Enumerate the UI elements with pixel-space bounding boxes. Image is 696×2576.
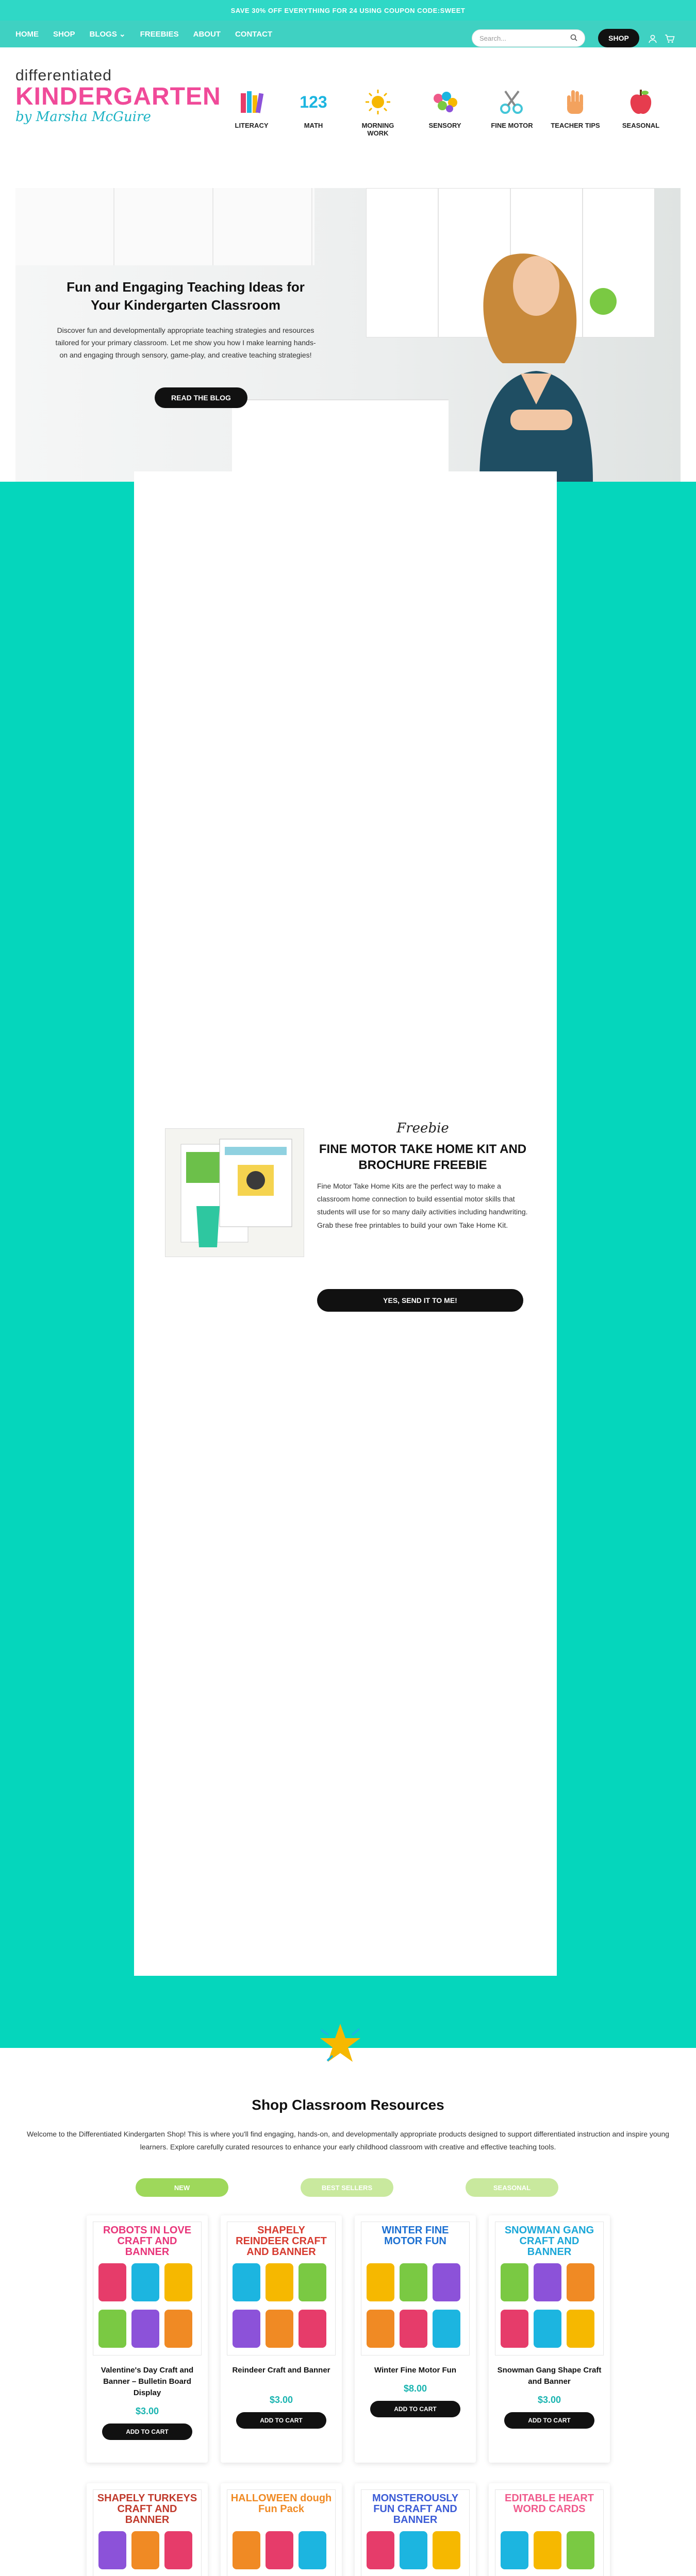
product-card[interactable] — [87, 2483, 208, 2576]
craft-figure — [534, 2531, 561, 2569]
category-literacy[interactable] — [227, 88, 276, 129]
nav-about[interactable]: ABOUT — [193, 29, 221, 39]
craft-figure — [266, 2263, 293, 2301]
announcement-bar — [0, 0, 696, 21]
category-label: MATH — [304, 122, 323, 129]
scissors-icon — [498, 88, 526, 116]
product-card[interactable] — [355, 2483, 476, 2576]
craft-figure — [299, 2310, 326, 2348]
craft-figure — [367, 2263, 394, 2301]
nav-home[interactable]: HOME — [15, 29, 39, 39]
freebie-title: FINE MOTOR TAKE HOME KIT AND BROCHURE FREEBIE — [319, 1142, 527, 1173]
craft-figure — [501, 2263, 528, 2301]
craft-figure — [400, 2263, 427, 2301]
category-label: SENSORY — [428, 122, 461, 129]
craft-figure — [400, 2310, 427, 2348]
product-price: $8.00 — [403, 2383, 427, 2394]
craft-figure — [433, 2531, 460, 2569]
flower-icon — [430, 88, 459, 116]
product-image[interactable] — [495, 2222, 604, 2355]
product-image[interactable] — [495, 2489, 604, 2576]
craft-figure — [567, 2310, 594, 2348]
product-illustration — [367, 2258, 464, 2350]
announcement-text: SAVE 30% OFF EVERYTHING FOR 24 USING COUPON CODE: — [230, 6, 440, 14]
product-image[interactable] — [93, 2489, 202, 2576]
freebie-signup-button[interactable]: YES, SEND IT TO ME! — [317, 1289, 523, 1312]
shop-description: Welcome to the Differentiated Kindergarten Shop! This is where you'll find engaging, hands-on, and developmentally appropriate products designed to support differentiated instruction and inspire young learners. Explore carefully curated resources to enhance your early childhood classroom with creative and effective teaching tools. — [26, 2130, 670, 2151]
category-math[interactable] — [289, 88, 338, 129]
tab-best-sellers[interactable]: BEST SELLERS — [301, 2178, 393, 2197]
books-icon — [237, 88, 266, 116]
product-name[interactable]: Winter Fine Motor Fun — [374, 2366, 456, 2375]
shop-button[interactable]: SHOP — [598, 29, 639, 47]
craft-figure — [131, 2310, 159, 2348]
craft-figure — [567, 2263, 594, 2301]
user-icon[interactable] — [647, 33, 658, 44]
search-placeholder: Search... — [479, 34, 507, 42]
craft-figure — [534, 2310, 561, 2348]
craft-figure — [567, 2531, 594, 2569]
tab-new[interactable]: NEW — [136, 2178, 228, 2197]
craft-figure — [98, 2531, 126, 2569]
craft-figure — [233, 2310, 260, 2348]
add-to-cart-button[interactable]: ADD TO CART — [504, 2412, 594, 2429]
product-cover-title: EDITABLE HEART WORD CARDS — [505, 2493, 594, 2515]
product-name[interactable]: Valentine's Day Craft and Banner – Bulletin Board Display — [101, 2366, 194, 2397]
product-illustration — [98, 2258, 196, 2350]
product-illustration — [501, 2526, 598, 2576]
category-teacher-tips[interactable] — [551, 88, 600, 129]
numbers-icon: 123 — [300, 92, 327, 111]
product-price: $3.00 — [135, 2406, 159, 2416]
craft-figure — [400, 2531, 427, 2569]
logo-line-1: differentiated — [15, 67, 112, 84]
product-cover-title: HALLOWEEN dough Fun Pack — [230, 2493, 332, 2515]
category-label: MORNING WORK — [361, 122, 394, 137]
craft-figure — [164, 2263, 192, 2301]
craft-figure — [164, 2310, 192, 2348]
hero-description: Discover fun and developmentally appropriate teaching strategies and resources tailored for your primary classroom. Let me show you how I make learning hands-on and engaging through sensory, game-play, and creative teaching strategies! — [55, 326, 316, 359]
hero-desk — [232, 399, 449, 482]
product-illustration — [233, 2258, 330, 2350]
product-card[interactable] — [489, 2483, 610, 2576]
main-nav — [0, 21, 696, 47]
craft-figure — [433, 2263, 460, 2301]
craft-figure — [299, 2531, 326, 2569]
category-label: FINE MOTOR — [491, 122, 533, 129]
product-illustration — [233, 2526, 330, 2576]
product-image[interactable] — [361, 2222, 470, 2355]
tab-seasonal[interactable]: SEASONAL — [466, 2178, 558, 2197]
nav-contact[interactable]: CONTACT — [235, 29, 273, 39]
product-image[interactable] — [227, 2222, 336, 2355]
read-blog-button[interactable]: READ THE BLOG — [155, 387, 247, 408]
product-cover-title: SHAPELY TURKEYS CRAFT AND BANNER — [97, 2493, 197, 2526]
product-card[interactable] — [221, 2483, 342, 2576]
craft-figure — [266, 2531, 293, 2569]
category-label: LITERACY — [235, 122, 269, 129]
add-to-cart-button[interactable]: ADD TO CART — [102, 2424, 192, 2440]
add-to-cart-button[interactable]: ADD TO CART — [236, 2412, 326, 2429]
hero-title: Fun and Engaging Teaching Ideas for Your Kindergarten Classroom — [67, 279, 305, 313]
craft-figure — [501, 2531, 528, 2569]
product-card[interactable] — [221, 2215, 342, 2463]
nav-freebies[interactable]: FREEBIES — [140, 29, 179, 39]
category-fine-motor[interactable] — [487, 88, 537, 129]
product-illustration — [98, 2526, 196, 2576]
freebie-kicker: Freebie — [396, 1121, 449, 1136]
product-cover-title: ROBOTS IN LOVE CRAFT AND BANNER — [103, 2225, 192, 2258]
category-label: SEASONAL — [622, 122, 660, 129]
craft-figure — [98, 2263, 126, 2301]
craft-figure — [266, 2310, 293, 2348]
nav-shop[interactable]: SHOP — [53, 29, 75, 39]
category-sensory[interactable] — [420, 88, 470, 129]
category-label: TEACHER TIPS — [551, 122, 600, 129]
logo-line-3: by Marsha McGuire — [15, 109, 151, 125]
product-price: $3.00 — [537, 2395, 561, 2405]
hero-background-shelf — [15, 188, 314, 265]
product-card[interactable] — [87, 2215, 208, 2463]
craft-figure — [299, 2263, 326, 2301]
star-icon — [317, 2020, 363, 2066]
product-illustration — [501, 2258, 598, 2350]
craft-figure — [131, 2263, 159, 2301]
product-image[interactable] — [361, 2489, 470, 2576]
shop-title: Shop Classroom Resources — [252, 2097, 444, 2113]
site-logo[interactable] — [15, 67, 221, 134]
search-input[interactable] — [472, 29, 585, 47]
craft-figure — [367, 2310, 394, 2348]
category-seasonal[interactable] — [616, 88, 666, 129]
product-image[interactable] — [93, 2222, 202, 2355]
product-cover-title: SNOWMAN GANG CRAFT AND BANNER — [504, 2225, 594, 2258]
craft-figure — [233, 2263, 260, 2301]
craft-figure — [98, 2310, 126, 2348]
product-price: $3.00 — [269, 2395, 293, 2405]
product-cover-title: WINTER FINE MOTOR FUN — [382, 2225, 449, 2247]
craft-figure — [501, 2310, 528, 2348]
craft-figure — [131, 2531, 159, 2569]
freebie-description: Fine Motor Take Home Kits are the perfect way to make a classroom home connection to build essential motor skills that students will use for so many daily activities including handwriting. Grab these free printables to build your own Take Home Kit. — [317, 1182, 528, 1229]
craft-figure — [367, 2531, 394, 2569]
product-cover-title: MONSTEROUSLY FUN CRAFT AND BANNER — [372, 2493, 459, 2526]
hand-icon — [561, 88, 590, 116]
category-morning-work[interactable] — [353, 88, 403, 137]
product-card[interactable] — [355, 2215, 476, 2463]
cart-icon[interactable] — [664, 33, 675, 44]
coupon-code: SWEET — [440, 6, 466, 14]
product-illustration — [367, 2526, 464, 2576]
craft-figure — [164, 2531, 192, 2569]
product-cover-title: SHAPELY REINDEER CRAFT AND BANNER — [236, 2225, 327, 2258]
logo-line-2: KINDERGARTEN — [15, 83, 221, 110]
freebie-kit-image — [165, 1128, 304, 1257]
product-card[interactable] — [489, 2215, 610, 2463]
search-icon[interactable] — [570, 34, 577, 43]
nav-blogs[interactable]: BLOGS ⌄ — [89, 30, 126, 39]
product-image[interactable] — [227, 2489, 336, 2576]
teacher-photo — [449, 224, 619, 482]
craft-figure — [433, 2310, 460, 2348]
craft-figure — [233, 2531, 260, 2569]
sun-icon — [363, 88, 392, 116]
product-name[interactable]: Reindeer Craft and Banner — [232, 2366, 330, 2375]
add-to-cart-button[interactable]: ADD TO CART — [370, 2401, 460, 2417]
apple-icon — [626, 88, 655, 116]
product-name[interactable]: Snowman Gang Shape Craft and Banner — [497, 2366, 602, 2386]
craft-figure — [534, 2263, 561, 2301]
